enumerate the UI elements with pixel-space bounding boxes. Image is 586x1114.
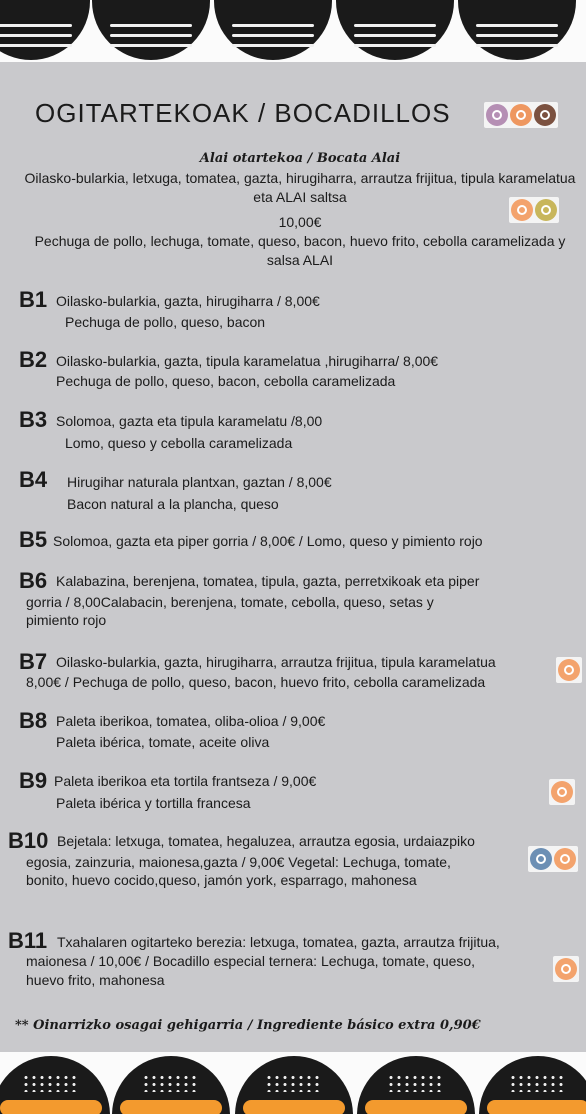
item-b7-allergens xyxy=(556,657,582,683)
feature-title: Alai otartekoa / Bocata Alai xyxy=(199,151,401,166)
feature-allergens xyxy=(509,197,559,223)
burger-illustration xyxy=(479,1056,586,1114)
item-code-b2: B2 xyxy=(19,347,48,372)
burger-illustration xyxy=(0,0,90,60)
item-code-b10: B10 xyxy=(8,828,49,853)
item-b10-allergens xyxy=(528,846,578,872)
item-b7-line1: Oilasko-bularkia, gazta, hirugiharra, arrautza frijitua, tipula karamelatua xyxy=(56,654,496,670)
top-burger-strip xyxy=(0,0,586,62)
burger-illustration xyxy=(235,1056,353,1114)
feature-description-spanish: Pechuga de pollo, lechuga, tomate, queso, bacon, huevo frito, cebolla caramelizada y salsa ALAI xyxy=(34,233,566,268)
item-b11-allergens xyxy=(553,956,579,982)
item-code-b1: B1 xyxy=(19,287,48,312)
item-b1-basque: Oilasko-bularkia, gazta, hirugiharra / 8,00€ xyxy=(56,293,320,309)
item-code-b9: B9 xyxy=(19,768,48,793)
item-b2-basque: Oilasko-bularkia, gazta, tipula karamelatua ,hirugiharra/ 8,00€ xyxy=(56,353,439,369)
item-b7-line2: 8,00€ / Pechuga de pollo, queso, bacon, huevo frito, cebolla caramelizada xyxy=(26,674,486,690)
egg-icon xyxy=(511,199,533,221)
item-b3-spanish: Lomo, queso y cebolla caramelizada xyxy=(65,435,293,451)
item-b10-line3: bonito, huevo cocido,queso, jamón york, esparrago, mahonesa xyxy=(26,872,417,888)
item-b4-basque: Hirugihar naturala plantxan, gaztan / 8,00€ xyxy=(67,474,332,490)
item-b10-line1: Bejetala: letxuga, tomatea, hegaluzea, arrautza egosia, urdaiazpiko xyxy=(57,833,475,849)
egg-icon xyxy=(534,104,556,126)
gluten-icon xyxy=(486,104,508,126)
item-b11-line1: Txahalaren ogitarteko berezia: letxuga, tomatea, gazta, arrautza frijitua, xyxy=(57,934,500,950)
feature-price: 10,00€ xyxy=(278,214,322,230)
item-b6-line2: gorria / 8,00Calabacin, berenjena, tomate, cebolla, queso, setas y xyxy=(26,594,434,610)
item-b10-line2: egosia, zainzuria, maionesa,gazta / 9,00€ Vegetal: Lechuga, tomate, xyxy=(26,854,451,870)
allergen-legend xyxy=(484,102,558,128)
lactose-icon xyxy=(510,104,532,126)
item-b6-line3: pimiento rojo xyxy=(26,612,107,628)
egg-icon xyxy=(551,781,573,803)
mustard-icon xyxy=(535,199,557,221)
burger-illustration xyxy=(214,0,332,60)
egg-icon xyxy=(554,848,576,870)
egg-icon xyxy=(555,958,577,980)
item-b6-line1: Kalabazina, berenjena, tomatea, tipula, gazta, perretxikoak eta piper xyxy=(56,573,480,589)
item-b5-text: Solomoa, gazta eta piper gorria / 8,00€ / Lomo, queso y pimiento rojo xyxy=(53,533,483,549)
extra-ingredient-note: ** Oinarrizko osagai gehigarria / Ingrediente básico extra 0,90€ xyxy=(15,1018,481,1033)
item-code-b11: B11 xyxy=(8,928,48,953)
bottom-burger-strip xyxy=(0,1052,586,1114)
burger-illustration xyxy=(458,0,576,60)
burger-illustration xyxy=(336,0,454,60)
egg-icon xyxy=(558,659,580,681)
item-b9-allergens xyxy=(549,779,575,805)
item-b9-basque: Paleta iberikoa eta tortila frantseza / 9,00€ xyxy=(54,773,317,789)
item-b8-basque: Paleta iberikoa, tomatea, oliba-olioa / 9,00€ xyxy=(56,713,326,729)
item-code-b7: B7 xyxy=(19,649,48,674)
burger-illustration xyxy=(357,1056,475,1114)
item-code-b3: B3 xyxy=(19,407,48,432)
item-code-b5: B5 xyxy=(19,527,48,552)
burger-illustration xyxy=(92,0,210,60)
item-b11-line2: maionesa / 10,00€ / Bocadillo especial ternera: Lechuga, tomate, queso, xyxy=(26,953,476,969)
item-b3-basque: Solomoa, gazta eta tipula karamelatu /8,00 xyxy=(56,413,323,429)
item-b11-line3: huevo frito, mahonesa xyxy=(26,972,165,988)
item-b8-spanish: Paleta ibérica, tomate, aceite oliva xyxy=(56,734,270,750)
item-b1-spanish: Pechuga de pollo, queso, bacon xyxy=(65,314,266,330)
burger-illustration xyxy=(0,1056,110,1114)
burger-illustration xyxy=(112,1056,230,1114)
item-b2-spanish: Pechuga de pollo, queso, bacon, cebolla caramelizada xyxy=(56,373,396,389)
fish-icon xyxy=(530,848,552,870)
item-b9-spanish: Paleta ibérica y tortilla francesa xyxy=(56,795,251,811)
page-title: OGITARTEKOAK / BOCADILLOS xyxy=(35,98,451,128)
item-code-b4: B4 xyxy=(19,467,48,492)
item-code-b8: B8 xyxy=(19,708,48,733)
feature-description-basque: Oilasko-bularkia, letxuga, tomatea, gazta, hirugiharra, arrautza frijitua, tipula karamelatua eta ALAI saltsa xyxy=(24,170,576,205)
item-code-b6: B6 xyxy=(19,568,48,593)
item-b4-spanish: Bacon natural a la plancha, queso xyxy=(67,496,279,512)
